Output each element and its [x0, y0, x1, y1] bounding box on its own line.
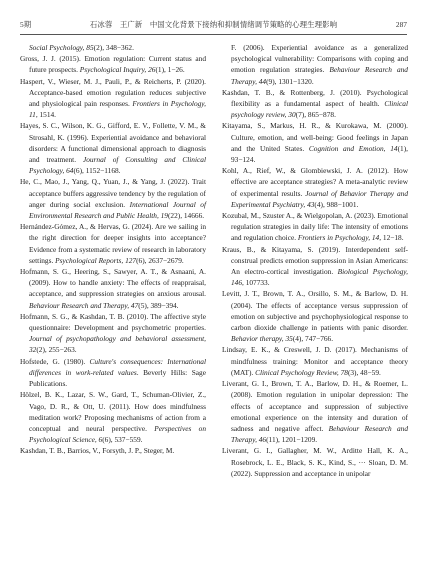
reference-text: Hölzel, B. K., Lazar, S. W., Gard, T., Schuman-Olivier, Z., Vago, D. R., & Ott, U. (2011). How does mindfulness meditation work? Proposing mechanisms of action from a conceptual and neural perspective.	[20, 390, 206, 433]
reference-entry	[20, 221, 206, 266]
reference-source-title: Psychological Reports, 127	[55, 255, 137, 265]
reference-text: Hayes, S. C., Wilson, K. G., Gifford, E. V., Follette, V. M., & Strosahl, K. (1996). Experiential avoidance and behavioral disorders: A functional dimensional approach to diagnosis and treatment.	[20, 121, 206, 165]
references-left-column	[20, 42, 206, 457]
reference-text: (1), 1−26.	[155, 65, 185, 75]
reference-text: . Beverly Hills: Sage Publications.	[29, 367, 206, 389]
reference-text: (6), 1152−1168.	[73, 166, 121, 176]
reference-source-title: Biological Psychology, 146	[231, 267, 408, 288]
reference-source-title: Clinical psychology review, 30	[231, 99, 408, 120]
reference-text: (2), 348−362.	[93, 43, 134, 52]
reference-source-title: International Journal of Environmental Research and Public Health, 19	[29, 199, 206, 221]
reference-source-title: Perspectives on Psychological Science, 6	[29, 423, 206, 445]
reference-text: Hofmann, S. G., Heering, S., Sawyer, A. T., & Asnaani, A. (2009). How to handle anxiety: The effects of reappraisal, acceptance, and suppression strategies on anxious arousal.	[20, 267, 206, 299]
reference-entry	[222, 244, 408, 289]
reference-entry	[20, 311, 206, 356]
reference-text: Liverant, G. I., Gallagher, M. W., Arditte Hall, K. A., Rosebrock, L. E., Black, S. K., Kind, S., ··· Sloan, D. M. (2022). Suppression and acceptance in unipolar	[222, 446, 408, 478]
reference-source-title: Behaviour Research and Therapy, 47	[29, 300, 139, 310]
reference-text: , 1514.	[35, 110, 57, 120]
reference-entry	[222, 378, 408, 445]
reference-entry	[20, 53, 206, 75]
reference-source-title: Journal of Behavior Therapy and Experimental Psychiatry, 43	[231, 188, 409, 209]
references-right-column	[222, 42, 408, 479]
reference-text: Liverant, G. I., Brown, T. A., Barlow, D. H., & Roemer, L. (2008). Emotion regulation in unipolar depression: The effects of acceptance and suppression of subjective emotional experience on the intensity and duration of sadness and negative affect.	[222, 379, 408, 433]
reference-entry	[20, 356, 206, 390]
reference-source-title: Journal of psychopathology and behavioral assessment, 32	[29, 334, 206, 355]
reference-entry	[20, 445, 206, 456]
reference-entry	[222, 210, 408, 244]
reference-text: Hofmann, S. G., & Kashdan, T. B. (2010). The affective style questionnaire: Development and psychometric properties.	[20, 311, 206, 333]
reference-entry	[222, 42, 408, 87]
reference-entry	[20, 76, 206, 121]
running-header	[20, 16, 407, 32]
reference-text: (11), 1201−1209.	[266, 435, 318, 445]
reference-source-title: Cognition and Emotion, 14	[308, 143, 398, 153]
reference-text: He, C., Mao, J., Yang, Q., Yuan, J., & Yang, J. (2022). Trait acceptance buffers aggressive tendency by the regulation of anger during social exclusion.	[20, 177, 206, 209]
reference-text: (2), 255−263.	[36, 345, 77, 355]
reference-source-title: Culture's consequences: International differences in work-related values	[29, 356, 206, 377]
running-title: 石冰蓉 王广新 中国文化背景下接纳和抑制情绪调节策略的心理生理影响	[89, 19, 338, 29]
reference-text: F. (2006). Experiential avoidance as a generalized psychological vulnerability: Comparisons with coping and emotion regulation strategies.	[231, 43, 408, 75]
reference-source-title: Behaviour Research and Therapy, 46	[231, 423, 408, 445]
reference-entry	[20, 389, 206, 445]
reference-text: (3), 48−59.	[347, 367, 381, 377]
reference-source-title: Clinical Psychology Review, 78	[255, 367, 348, 377]
reference-text: Hofstede, G. (1980).	[20, 356, 90, 366]
reference-text: (1), 93−124.	[231, 143, 408, 165]
reference-text: Kohl, A., Rief, W., & Glombiewski, J. A. (2012). How effective are acceptance strategies? A meta-analytic review of experimental results.	[222, 166, 408, 198]
reference-source-title: Behaviour Research and Therapy, 44	[231, 65, 408, 86]
reference-text: Kozubal, M., Szuster A., & Wielgopolan, A. (2023). Emotional regulation strategies in daily life: The intensity of emotions and regulation choice.	[222, 211, 408, 243]
reference-text: Haspert, V., Wieser, M. J., Pauli, P., & Reicherts, P. (2020). Acceptance-based emotion regulation reduces subjective and physiological pain responses.	[20, 76, 206, 109]
reference-text: (4), 747−766.	[292, 334, 334, 344]
reference-text: (6), 537−559.	[102, 435, 143, 445]
reference-source-title: Frontiers in Psychology, 11	[29, 99, 206, 120]
reference-entry	[20, 266, 206, 311]
reference-source-title: Frontiers in Psychology, 14	[297, 233, 380, 243]
reference-text: (6), 2637−2679.	[136, 255, 184, 265]
reference-entry	[222, 165, 408, 210]
reference-source-title: Journal of Consulting and Clinical Psychology, 64	[29, 155, 206, 176]
reference-source-title: Behavior therapy, 35	[231, 334, 293, 344]
reference-text: (7), 865−878.	[295, 110, 336, 120]
reference-source-title: Social Psychology, 85	[29, 43, 94, 52]
reference-entry	[222, 445, 408, 479]
reference-text: Gross, J. J. (2015). Emotion regulation: Current status and future prospects.	[20, 54, 206, 75]
issue-number: 5期	[20, 19, 32, 29]
reference-text: Kraus, B., & Kitayama, S. (2019). Interdependent self-construal predicts emotion suppression in Asian Americans: An electro-cortical investigation.	[222, 244, 408, 277]
page-number: 287	[395, 19, 407, 29]
reference-entry	[222, 344, 408, 378]
reference-text: Hernández-Gómez, A., & Hervas, G. (2024). Are we sailing in the right direction for deeper insights into acceptance? Evidence from a systematic review of research in laboratory settings.	[20, 222, 206, 265]
reference-entry	[20, 42, 206, 53]
reference-text: , 107733.	[242, 278, 270, 288]
reference-text: (22), 14666.	[167, 211, 205, 221]
reference-text: , 12−18.	[379, 233, 404, 243]
reference-text: Lindsay, E. K., & Creswell, J. D. (2017). Mechanisms of mindfulness training: Monitor and acceptance theory (MAT).	[222, 345, 408, 377]
reference-source-title: Psychological Inquiry, 26	[79, 65, 156, 75]
reference-text: Kashdan, T. B., & Rottenberg, J. (2010). Psychological flexibility as a fundamental aspect of health.	[222, 87, 408, 109]
header-rule	[20, 34, 407, 35]
reference-text: (9), 1301−1320.	[266, 76, 314, 86]
reference-entry	[222, 288, 408, 344]
reference-entry	[222, 87, 408, 121]
reference-entry	[20, 120, 206, 176]
reference-entry	[20, 176, 206, 221]
reference-text: (4), 988−1001.	[314, 199, 359, 209]
reference-text: Kashdan, T. B., Barrios, V., Forsyth, J. P., Steger, M.	[20, 446, 175, 456]
reference-text: (5), 389−394.	[138, 300, 179, 310]
reference-text: Kitayama, S., Markus, H. R., & Kurokawa, M. (2000). Culture, emotion, and well-being: Good feelings in Japan and the United States.	[222, 121, 408, 153]
reference-text: Levitt, J. T., Brown, T. A., Orsillo, S. M., & Barlow, D. H. (2004). The effects of acceptance versus suppression of emotion on subjective and psychophysiological response to carbon dioxide challenge in patients with panic disorder.	[222, 289, 408, 333]
reference-entry	[222, 120, 408, 165]
